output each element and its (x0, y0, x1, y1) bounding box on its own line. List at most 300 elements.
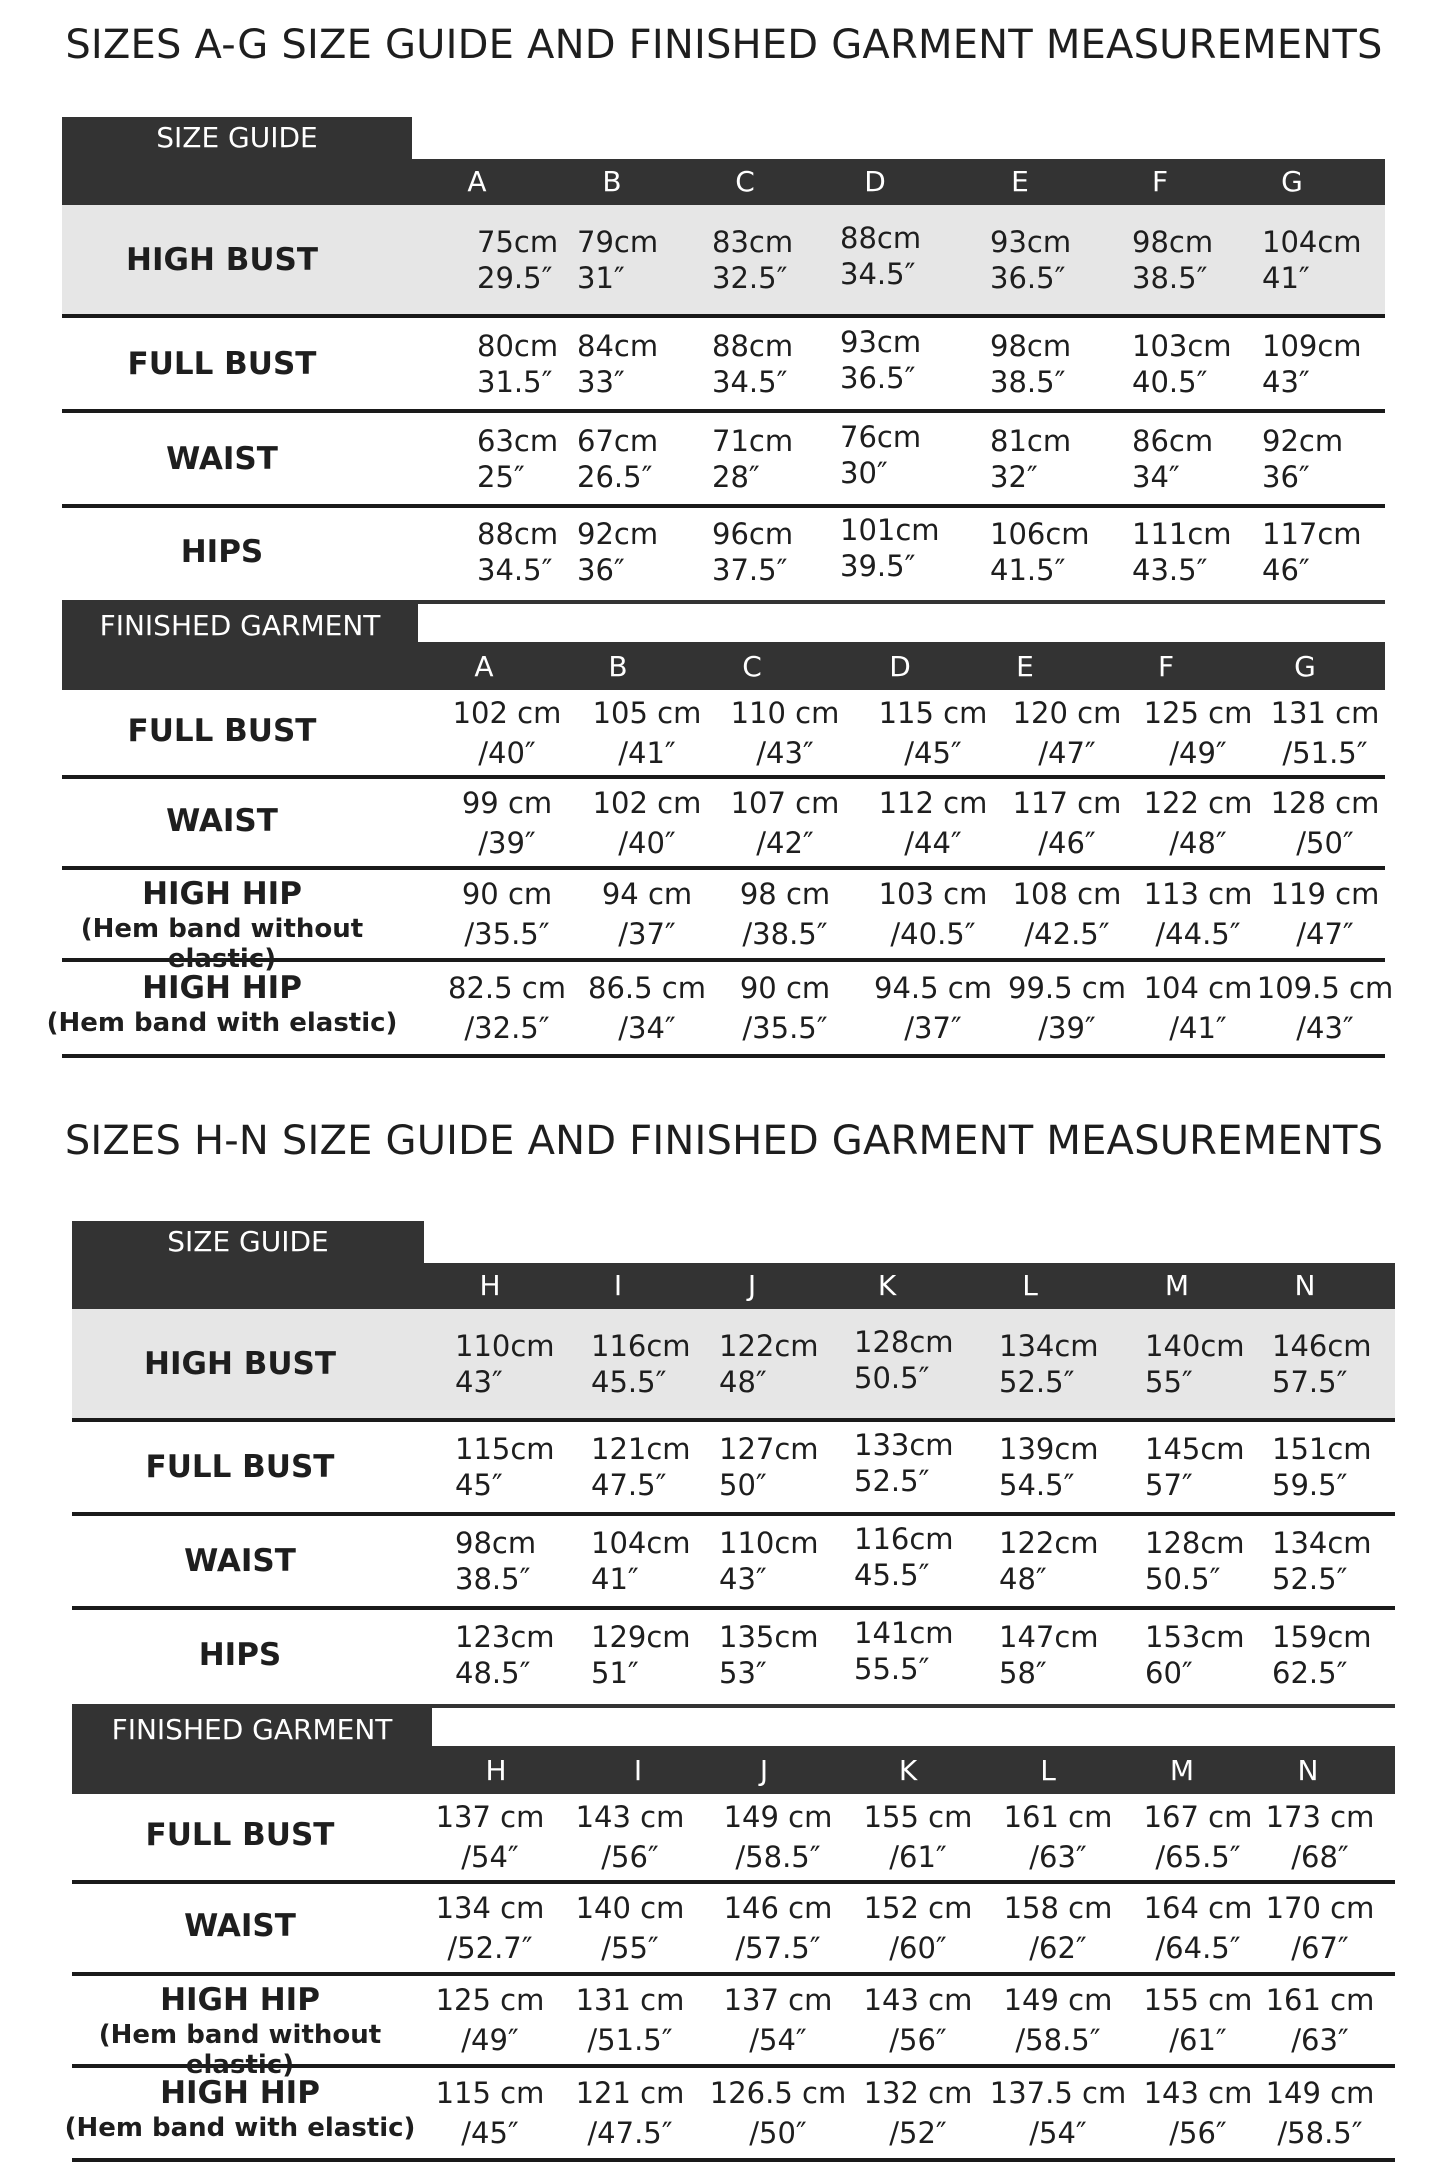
cm-value: 127cm (719, 1432, 819, 1466)
value-cell (1145, 1431, 1245, 1503)
inch-value: 38.5″ (990, 364, 1066, 399)
inch-value: /47.5″ (587, 2116, 673, 2150)
cm-value: 119 cm (1270, 877, 1380, 911)
inch-value: /54″ (749, 2023, 807, 2057)
value-cell (455, 1328, 555, 1400)
inch-value: 54.5″ (999, 1468, 1075, 1502)
inch-value: 62.5″ (1272, 1656, 1348, 1690)
size-header: K (877, 1269, 897, 1302)
inch-value: 34.5″ (477, 553, 553, 587)
inch-value: 41″ (591, 1562, 639, 1596)
value-cell (577, 423, 658, 495)
cm-value: 90 cm (739, 971, 831, 1005)
inch-value: /58.5″ (1277, 2116, 1363, 2150)
value-cell (854, 1324, 954, 1396)
cm-value: 98cm (990, 328, 1072, 363)
inch-value: /46″ (1038, 825, 1096, 860)
cm-value: 128cm (1145, 1526, 1245, 1560)
cm-value: 137 cm (435, 1800, 545, 1834)
cm-value: 140cm (1145, 1328, 1245, 1363)
cm-value: 115 cm (435, 2076, 545, 2110)
cm-value: 164 cm (1143, 1891, 1253, 1925)
value-cell (1132, 516, 1232, 588)
inch-value: 48″ (719, 1364, 767, 1399)
cm-value: 93cm (840, 324, 922, 359)
value-cell (840, 512, 940, 584)
inch-value: 55.5″ (854, 1652, 930, 1686)
inch-value: /51.5″ (1282, 735, 1368, 770)
row-label (32, 876, 412, 974)
inch-value: 29.5″ (477, 260, 553, 295)
value-cell (455, 1431, 555, 1503)
inch-value: /51.5″ (587, 2023, 673, 2057)
value-cell (990, 516, 1090, 588)
inch-value: 57″ (1145, 1468, 1193, 1502)
cm-value: 147cm (999, 1620, 1099, 1654)
inch-value: 46″ (1262, 553, 1310, 587)
cm-value: 98 cm (739, 877, 831, 911)
row-label-sub: (Hem band without elastic) (98, 2020, 382, 2080)
inch-value: 33″ (577, 364, 625, 399)
size-header: C (735, 165, 755, 198)
row-label: WAIST (166, 440, 278, 477)
size-header: E (1011, 165, 1029, 198)
cm-value: 133cm (854, 1428, 954, 1462)
size-header: N (1297, 1754, 1319, 1787)
inch-value: 52.5″ (999, 1364, 1075, 1399)
inch-value: 43″ (455, 1364, 503, 1399)
inch-value: 26.5″ (577, 459, 653, 494)
size-header: H (485, 1754, 507, 1787)
cm-value: 90 cm (461, 877, 553, 911)
inch-value: /34″ (618, 1011, 676, 1045)
cm-value: 161 cm (1003, 1800, 1113, 1834)
inch-value: 50.5″ (854, 1360, 930, 1395)
row-label (50, 1908, 430, 1944)
cm-value: 106cm (990, 517, 1090, 551)
cm-value: 110cm (719, 1526, 819, 1560)
cm-value: 88cm (477, 517, 559, 551)
cm-value: 128cm (854, 1324, 954, 1359)
cm-value: 116cm (591, 1328, 691, 1363)
inch-value: /47″ (1038, 735, 1096, 770)
value-cell (477, 328, 558, 400)
cm-value: 134cm (1272, 1526, 1372, 1560)
size-header: F (1157, 650, 1175, 683)
inch-value: /57.5″ (735, 1931, 821, 1965)
inch-value: /60″ (889, 1931, 947, 1965)
value-cell (455, 1525, 536, 1597)
size-header: B (602, 165, 622, 198)
cm-value: 99.5 cm (1008, 971, 1126, 1005)
value-cell (1132, 423, 1213, 495)
cm-value: 139cm (999, 1432, 1099, 1466)
size-header: I (633, 1754, 643, 1787)
cm-value: 122cm (719, 1328, 819, 1363)
inch-value: /37″ (904, 1011, 962, 1045)
size-header: A (474, 650, 494, 683)
cm-value: 128 cm (1270, 785, 1380, 820)
row-label: WAIST (184, 1543, 296, 1579)
cm-value: 86.5 cm (588, 971, 706, 1005)
cm-value: 132 cm (863, 2076, 973, 2110)
cm-value: 149 cm (723, 1800, 833, 1834)
inch-value: 41.5″ (990, 553, 1066, 587)
size-header: M (1164, 1269, 1190, 1302)
value-cell (591, 1328, 691, 1400)
cm-value: 105 cm (592, 695, 702, 730)
inch-value: /40.5″ (890, 917, 976, 951)
cm-value: 109.5 cm (1256, 971, 1394, 1005)
finished-top-rule (432, 1704, 1395, 1708)
value-cell (990, 328, 1071, 400)
row-label-sub: (Hem band with elastic) (46, 1008, 398, 1038)
cm-value: 104 cm (1143, 971, 1253, 1005)
cm-value: 125 cm (435, 1983, 545, 2017)
inch-value: 31.5″ (477, 364, 553, 399)
inch-value: /55″ (601, 1931, 659, 1965)
size-header: N (1294, 1269, 1316, 1302)
size-header: L (1040, 1754, 1056, 1787)
inch-value: 48″ (999, 1562, 1047, 1596)
cm-value: 137.5 cm (989, 2076, 1127, 2110)
cm-value: 121 cm (575, 2076, 685, 2110)
inch-value: 36″ (577, 553, 625, 587)
row-label: HIPS (198, 1637, 282, 1673)
value-cell (719, 1525, 819, 1597)
inch-value: 48.5″ (455, 1656, 531, 1690)
size-header: J (759, 1754, 769, 1787)
cm-value: 110 cm (730, 695, 840, 730)
inch-value: /56″ (601, 1840, 659, 1874)
cm-value: 121cm (591, 1432, 691, 1466)
inch-value: 43″ (1262, 364, 1310, 399)
cm-value: 122cm (999, 1526, 1099, 1560)
row-label-sub: (Hem band with elastic) (64, 2113, 416, 2143)
cm-value: 167 cm (1143, 1800, 1253, 1834)
inch-value: 57.5″ (1272, 1364, 1348, 1399)
size-header: A (467, 165, 487, 198)
inch-value: 43.5″ (1132, 553, 1208, 587)
inch-value: /49″ (461, 2023, 519, 2057)
cm-value: 103 cm (878, 877, 988, 911)
cm-value: 88cm (840, 220, 922, 255)
cm-value: 94 cm (601, 877, 693, 911)
cm-value: 75cm (477, 224, 559, 259)
cm-value: 153cm (1145, 1620, 1245, 1654)
inch-value: 38.5″ (455, 1562, 531, 1596)
cm-value: 140 cm (575, 1891, 685, 1925)
inch-value: /40″ (618, 825, 676, 860)
finished-top-rule (418, 600, 1385, 604)
size-header: D (864, 165, 886, 198)
inch-value: /35.5″ (464, 917, 550, 951)
value-cell (1272, 1619, 1372, 1691)
inch-value: /41″ (618, 735, 676, 770)
cm-value: 83cm (712, 224, 794, 259)
size-header: D (889, 650, 911, 683)
value-cell (1145, 1525, 1245, 1597)
row-label: HIGH BUST (144, 1345, 336, 1382)
inch-value: /39″ (478, 825, 536, 860)
cm-value: 81cm (990, 423, 1072, 458)
inch-value: /47″ (1296, 917, 1354, 951)
cm-value: 120 cm (1012, 695, 1122, 730)
size-header: L (1022, 1269, 1038, 1302)
inch-value: /52″ (889, 2116, 947, 2150)
value-cell (854, 1521, 954, 1593)
cm-value: 143 cm (863, 1983, 973, 2017)
value-cell (1230, 1799, 1410, 1875)
inch-value: /68″ (1291, 1840, 1349, 1874)
cm-value: 113 cm (1143, 877, 1253, 911)
row-label-name: FULL BUST (145, 1817, 335, 1853)
inch-value: /43″ (756, 735, 814, 770)
value-cell (719, 1619, 819, 1691)
inch-value: /54″ (461, 1840, 519, 1874)
cm-value: 96cm (712, 517, 794, 551)
value-cell (1262, 516, 1362, 588)
size-header: F (1151, 165, 1169, 198)
value-cell (591, 1619, 691, 1691)
value-cell (840, 220, 921, 292)
row-label-name: WAIST (166, 802, 278, 839)
value-cell (1272, 1431, 1372, 1503)
cm-value: 88cm (712, 328, 794, 363)
value-cell (999, 1431, 1099, 1503)
value-cell (1230, 1982, 1410, 2058)
cm-value: 155 cm (863, 1800, 973, 1834)
inch-value: /45″ (461, 2116, 519, 2150)
inch-value: /49″ (1169, 735, 1227, 770)
inch-value: 32.5″ (712, 260, 788, 295)
inch-value: /52.7″ (447, 1931, 533, 1965)
cm-value: 112 cm (878, 785, 988, 820)
value-cell (455, 1619, 555, 1691)
row-label (32, 803, 412, 839)
cm-value: 135cm (719, 1620, 819, 1654)
inch-value: 50.5″ (1145, 1562, 1221, 1596)
cm-value: 115 cm (878, 695, 988, 730)
cm-value: 152 cm (863, 1891, 973, 1925)
inch-value: /38.5″ (742, 917, 828, 951)
inch-value: /44.5″ (1155, 917, 1241, 951)
value-cell (1230, 1890, 1410, 1966)
cm-value: 71cm (712, 423, 794, 458)
row-label: FULL BUST (127, 345, 317, 382)
cm-value: 101cm (840, 513, 940, 547)
cm-value: 146cm (1272, 1328, 1372, 1363)
value-cell (1262, 224, 1362, 296)
inch-value: 25″ (477, 459, 525, 494)
inch-value: /42″ (756, 825, 814, 860)
cm-value: 158 cm (1003, 1891, 1113, 1925)
inch-value: /43″ (1296, 1011, 1354, 1045)
cm-value: 82.5 cm (448, 971, 566, 1005)
row-label: FULL BUST (145, 1449, 335, 1485)
cm-value: 143 cm (1143, 2076, 1253, 2110)
cm-value: 67cm (577, 423, 659, 458)
cm-value: 137 cm (723, 1983, 833, 2017)
inch-value: 43″ (719, 1562, 767, 1596)
value-cell (999, 1525, 1099, 1597)
inch-value: /44″ (904, 825, 962, 860)
cm-value: 151cm (1272, 1432, 1372, 1466)
cm-value: 92cm (1262, 423, 1344, 458)
inch-value: 58″ (999, 1656, 1047, 1690)
cm-value: 99 cm (461, 785, 553, 820)
value-cell (1132, 328, 1232, 400)
cm-value: 104cm (1262, 224, 1362, 259)
inch-value: 34″ (1132, 459, 1180, 494)
cm-value: 155 cm (1143, 1983, 1253, 2017)
inch-value: 47.5″ (591, 1468, 667, 1502)
cm-value: 93cm (990, 224, 1072, 259)
inch-value: /50″ (749, 2116, 807, 2150)
inch-value: /42.5″ (1024, 917, 1110, 951)
cm-value: 159cm (1272, 1620, 1372, 1654)
cm-value: 129cm (591, 1620, 691, 1654)
value-cell (1272, 1328, 1372, 1400)
size-header: H (479, 1269, 501, 1302)
inch-value: 59.5″ (1272, 1468, 1348, 1502)
size-header: B (608, 650, 628, 683)
inch-value: 28″ (712, 459, 760, 494)
cm-value: 117cm (1262, 517, 1362, 551)
inch-value: 34.5″ (840, 256, 916, 291)
cm-value: 134 cm (435, 1891, 545, 1925)
value-cell (712, 423, 793, 495)
row-label (32, 970, 412, 1038)
inch-value: 60″ (1145, 1656, 1193, 1690)
inch-value: /56″ (889, 2023, 947, 2057)
cm-value: 104cm (591, 1526, 691, 1560)
cm-value: 134cm (999, 1328, 1099, 1363)
inch-value: /62″ (1029, 1931, 1087, 1965)
value-cell (999, 1619, 1099, 1691)
cm-value: 131 cm (1270, 695, 1380, 730)
inch-value: /64.5″ (1155, 1931, 1241, 1965)
cm-value: 107 cm (730, 785, 840, 820)
cm-value: 141cm (854, 1616, 954, 1650)
inch-value: 37.5″ (712, 553, 788, 587)
inch-value: /58.5″ (1015, 2023, 1101, 2057)
value-cell (1145, 1328, 1245, 1400)
cm-value: 111cm (1132, 517, 1232, 551)
value-cell (712, 516, 793, 588)
cm-value: 117 cm (1012, 785, 1122, 820)
value-cell (990, 224, 1071, 296)
row-label: HIGH BUST (126, 241, 318, 278)
inch-value: /67″ (1291, 1931, 1349, 1965)
size-header: C (742, 650, 762, 683)
inch-value: /56″ (1169, 2116, 1227, 2150)
value-cell (854, 1615, 954, 1687)
value-cell (591, 1525, 691, 1597)
cm-value: 170 cm (1265, 1891, 1375, 1925)
cm-value: 102 cm (592, 785, 702, 820)
size-guide-label: SIZE GUIDE (62, 117, 412, 159)
cm-value: 79cm (577, 224, 659, 259)
value-cell (840, 324, 921, 396)
inch-value: 45.5″ (854, 1558, 930, 1592)
value-cell (1145, 1619, 1245, 1691)
row-label (32, 713, 412, 749)
value-cell (1235, 970, 1415, 1046)
cm-value: 123cm (455, 1620, 555, 1654)
row-label-name: FULL BUST (127, 712, 317, 749)
cm-value: 109cm (1262, 328, 1362, 363)
inch-value: /32.5″ (464, 1011, 550, 1045)
cm-value: 98cm (455, 1526, 537, 1560)
inch-value: /61″ (1169, 2023, 1227, 2057)
inch-value: /35.5″ (742, 1011, 828, 1045)
size-header: G (1294, 650, 1316, 683)
row-label-name: HIGH HIP (142, 970, 302, 1006)
inch-value: 41″ (1262, 260, 1310, 295)
inch-value: 34.5″ (712, 364, 788, 399)
row-label (50, 1817, 430, 1853)
inch-value: 36.5″ (840, 360, 916, 395)
cm-value: 149 cm (1265, 2076, 1375, 2110)
value-cell (1262, 423, 1343, 495)
cm-value: 80cm (477, 328, 559, 363)
value-cell (1272, 1525, 1372, 1597)
value-cell (577, 224, 658, 296)
cm-value: 94.5 cm (874, 971, 992, 1005)
value-cell (477, 516, 558, 588)
size-guide-label: SIZE GUIDE (72, 1221, 424, 1263)
cm-value: 98cm (1132, 224, 1214, 259)
value-cell (1132, 224, 1213, 296)
cm-value: 102 cm (452, 695, 562, 730)
row-label (50, 1982, 430, 2080)
inch-value: 36.5″ (990, 260, 1066, 295)
size-header: K (898, 1754, 918, 1787)
inch-value: /50″ (1296, 825, 1354, 860)
row-label-name: HIGH HIP (160, 2075, 320, 2111)
finished-label-line1: FINISHED GARMENT (99, 609, 381, 642)
inch-value: 53″ (719, 1656, 767, 1690)
value-cell (712, 328, 793, 400)
value-cell (1262, 328, 1362, 400)
cm-value: 145cm (1145, 1432, 1245, 1466)
cm-value: 146 cm (723, 1891, 833, 1925)
inch-value: 55″ (1145, 1364, 1193, 1399)
cm-value: 115cm (455, 1432, 555, 1466)
inch-value: /40″ (478, 735, 536, 770)
inch-value: /41″ (1169, 1011, 1227, 1045)
cm-value: 76cm (840, 419, 922, 454)
value-cell (840, 419, 921, 491)
cm-value: 122 cm (1143, 785, 1253, 820)
inch-value: 36″ (1262, 459, 1310, 494)
cm-value: 86cm (1132, 423, 1214, 458)
size-header: E (1016, 650, 1034, 683)
value-cell (1230, 2075, 1410, 2151)
inch-value: 32″ (990, 459, 1038, 494)
inch-value: 45.5″ (591, 1364, 667, 1399)
value-cell (990, 423, 1071, 495)
value-cell (719, 1328, 819, 1400)
cm-value: 108 cm (1012, 877, 1122, 911)
value-cell (591, 1431, 691, 1503)
cm-value: 161 cm (1265, 1983, 1375, 2017)
inch-value: 40.5″ (1132, 364, 1208, 399)
cm-value: 131 cm (575, 1983, 685, 2017)
cm-value: 110cm (455, 1328, 555, 1363)
value-cell (1235, 876, 1415, 952)
